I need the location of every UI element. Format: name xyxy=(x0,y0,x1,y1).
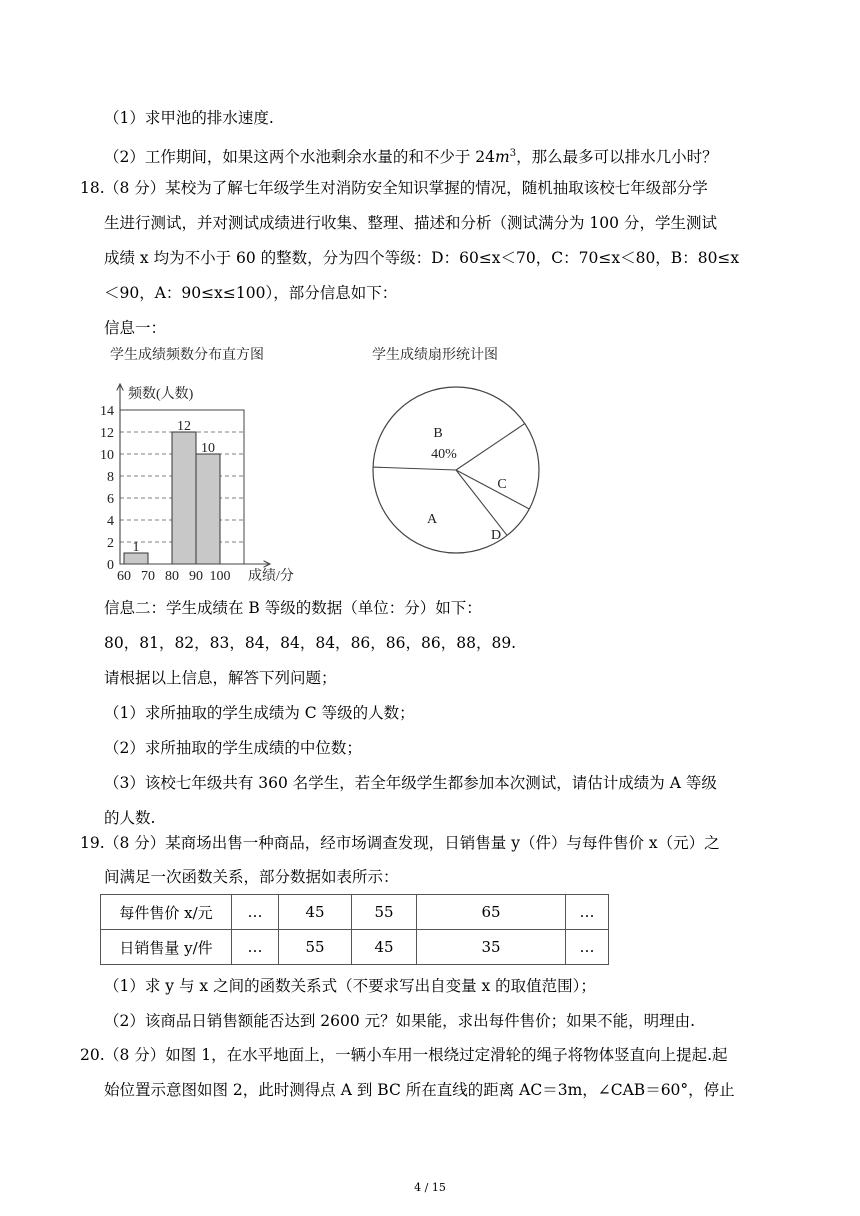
pie-slice-label: C xyxy=(497,477,507,492)
table-row xyxy=(101,895,609,930)
table-cell: 每件售价 x/元 xyxy=(101,895,232,930)
x-tick-label: 70 xyxy=(141,569,155,583)
q20-line1: （8 分）如图 1，在水平地面上，一辆小车用一根绕过定滑轮的绳子将物体竖直向上提起.起 xyxy=(104,1046,728,1064)
pie-value-label: 40% xyxy=(431,447,457,462)
table-cell: 日销售量 y/件 xyxy=(101,930,232,965)
q18-line2: 生进行测试，并对测试成绩进行收集、整理、描述和分析（测试满分为 100 分，学生测试 xyxy=(104,214,717,232)
histogram-bar xyxy=(172,432,196,564)
table-cell: … xyxy=(566,895,609,930)
pie-chart xyxy=(368,376,548,566)
y-tick-label: 10 xyxy=(100,448,114,463)
x-tick-label: 90 xyxy=(189,569,203,583)
q18-info1: 信息一： xyxy=(104,319,167,337)
y-tick-label: 14 xyxy=(100,404,114,419)
y-tick-label: 6 xyxy=(107,492,114,507)
pie-divider xyxy=(456,470,529,509)
y-tick-label: 8 xyxy=(107,470,114,485)
q18-info2: 信息二：学生成绩在 B 等级的数据（单位：分）如下： xyxy=(104,599,482,617)
table-cell: 35 xyxy=(417,930,566,965)
y-tick-label: 0 xyxy=(107,558,114,573)
pie-slice-label: B xyxy=(433,426,443,441)
q18-prompt: 请根据以上信息，解答下列问题； xyxy=(104,669,337,687)
pie-title: 学生成绩扇形统计图 xyxy=(372,347,498,363)
table-cell: … xyxy=(232,930,279,965)
x-tick-label: 80 xyxy=(165,569,179,583)
y-axis-label: 频数(人数) xyxy=(128,387,194,402)
table-cell: 45 xyxy=(279,895,352,930)
q19-sub2: （2）该商品日销售额能否达到 2600 元？如果能，求出每件售价；如果不能，明理由. xyxy=(104,1012,696,1030)
q19-line1: （8 分）某商场出售一种商品，经市场调查发现，日销售量 y（件）与每件售价 x（元）之 xyxy=(104,834,720,852)
pie-divider xyxy=(456,424,525,470)
table-cell: 45 xyxy=(352,930,417,965)
table-cell: … xyxy=(566,930,609,965)
y-tick-label: 2 xyxy=(107,536,114,551)
q18-b-data: 80，81，82，83，84，84，84，86，86，86，88，89. xyxy=(104,634,517,652)
x-tick-label: 60 xyxy=(117,569,131,583)
q18-sub2: （2）求所抽取的学生成绩的中位数； xyxy=(104,739,362,757)
q20-number: 20. xyxy=(80,1046,105,1064)
x-tick-label: 100 xyxy=(209,569,231,583)
table-row xyxy=(101,930,609,965)
pie-slice-label: A xyxy=(426,512,438,527)
bar-value-label: 10 xyxy=(201,441,215,456)
y-tick-label: 12 xyxy=(100,426,114,441)
q19-table xyxy=(100,894,609,965)
q19-sub1: （1）求 y 与 x 之间的函数关系式（不要求写出自变量 x 的取值范围）； xyxy=(104,977,596,995)
histogram-bar xyxy=(196,454,220,564)
table-cell: 55 xyxy=(279,930,352,965)
q17-sub1: （1）求甲池的排水速度. xyxy=(104,109,274,127)
page-number: 4 / 15 xyxy=(414,1181,446,1194)
table-cell: 65 xyxy=(417,895,566,930)
table-cell: 55 xyxy=(352,895,417,930)
histogram-chart xyxy=(92,378,332,583)
q18-sub3a: （3）该校七年级共有 360 名学生，若全年级学生都参加本次测试，请估计成绩为 A 等级 xyxy=(104,774,717,792)
pie-slice-label: D xyxy=(490,528,502,543)
q18-sub3b: 的人数. xyxy=(104,809,156,827)
pie-divider xyxy=(373,467,456,470)
q18-sub1: （1）求所抽取的学生成绩为 C 等级的人数； xyxy=(104,704,415,722)
q18-line1: （8 分）某校为了解七年级学生对消防安全知识掌握的情况，随机抽取该校七年级部分学 xyxy=(104,179,708,197)
q19-line2: 间满足一次函数关系，部分数据如表所示： xyxy=(104,868,399,886)
q20-line2: 始位置示意图如图 2，此时测得点 A 到 BC 所在直线的距离 AC＝3m，∠CAB＝60°，停止 xyxy=(104,1081,735,1099)
histogram-title: 学生成绩频数分布直方图 xyxy=(110,347,264,363)
bar-value-label: 12 xyxy=(177,419,191,434)
table-cell: … xyxy=(232,895,279,930)
bar-value-label: 1 xyxy=(132,540,140,555)
q17-sub2: （2）工作期间，如果这两个水池剩余水量的和不少于 $24m^3$，那么最多可以排水几小时？ xyxy=(104,148,718,167)
q19-number: 19. xyxy=(80,834,105,852)
x-axis-label: 成绩/分 xyxy=(248,569,294,583)
q18-number: 18. xyxy=(80,179,105,197)
y-tick-label: 4 xyxy=(107,514,114,529)
q18-line4: ＜90，A：90≤x≤100），部分信息如下： xyxy=(104,284,398,302)
q18-line3: 成绩 x 均为不小于 60 的整数，分为四个等级：D：60≤x＜70，C：70≤x＜80，B：80≤x xyxy=(104,249,740,267)
